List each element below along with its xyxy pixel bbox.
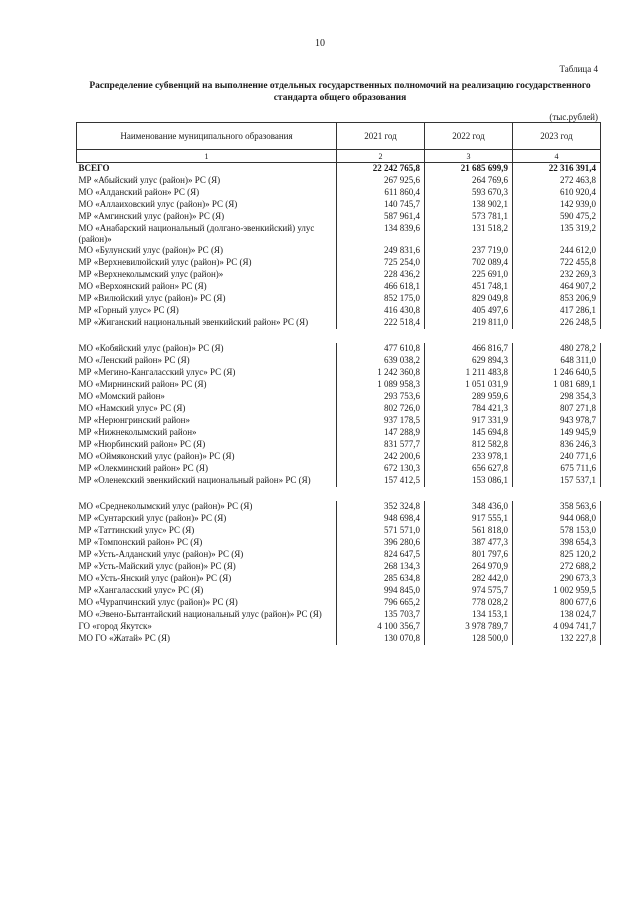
gap-cell (77, 487, 337, 501)
municipality-name: МО «Чурапчинский улус (район)» РС (Я) (77, 597, 337, 609)
municipality-name: МО «Среднеколымский улус (район)» РС (Я) (77, 501, 337, 513)
column-number: 4 (513, 150, 601, 163)
value-2023: 800 677,6 (513, 597, 601, 609)
page-number: 10 (315, 38, 325, 49)
value-2022: 348 436,0 (425, 501, 513, 513)
municipality-name: МО «Намский улус» РС (Я) (77, 403, 337, 415)
municipality-name: МР «Сунтарский улус (район)» РС (Я) (77, 513, 337, 525)
municipality-name: МО «Верхоянский район» РС (Я) (77, 281, 337, 293)
municipality-name: МР «Усть-Майский улус (район)» РС (Я) (77, 561, 337, 573)
value-2021: 571 571,0 (337, 525, 425, 537)
value-2023: 244 612,0 (513, 245, 601, 257)
value-2023: 825 120,2 (513, 549, 601, 561)
header-row (77, 123, 601, 150)
value-2022: 466 816,7 (425, 343, 513, 355)
value-2021: 994 845,0 (337, 585, 425, 597)
municipality-name: МО «Эвено-Бытантайский национальный улус (район)» РС (Я) (77, 609, 337, 621)
header-2021: 2021 год (337, 123, 425, 150)
table-row (77, 525, 601, 537)
value-2023: 807 271,8 (513, 403, 601, 415)
value-2021: 22 242 765,8 (337, 163, 425, 176)
municipality-name: МО «Момский район» (77, 391, 337, 403)
value-2022: 138 902,1 (425, 199, 513, 211)
value-2023: 4 094 741,7 (513, 621, 601, 633)
municipality-name: МР «Оленекский эвенкийский национальный район» РС (Я) (77, 475, 337, 487)
value-2021: 396 280,6 (337, 537, 425, 549)
value-2021: 130 070,8 (337, 633, 425, 645)
value-2022: 3 978 789,7 (425, 621, 513, 633)
value-2023: 578 153,0 (513, 525, 601, 537)
value-2021: 672 130,3 (337, 463, 425, 475)
table-row (77, 439, 601, 451)
table-row (77, 281, 601, 293)
gap-cell (425, 487, 513, 501)
table-row (77, 367, 601, 379)
column-number: 1 (77, 150, 337, 163)
value-2021: 228 436,2 (337, 269, 425, 281)
table-row (77, 305, 601, 317)
table-row (77, 427, 601, 439)
value-2021: 249 831,6 (337, 245, 425, 257)
value-2023: 149 945,9 (513, 427, 601, 439)
value-2022: 219 811,0 (425, 317, 513, 329)
gap-cell (425, 329, 513, 343)
value-2021: 1 242 360,8 (337, 367, 425, 379)
value-2022: 21 685 699,9 (425, 163, 513, 176)
value-2023: 943 978,7 (513, 415, 601, 427)
value-2022: 702 089,4 (425, 257, 513, 269)
subvention-table (76, 122, 601, 645)
value-2023: 836 246,3 (513, 439, 601, 451)
table-row (77, 585, 601, 597)
municipality-name: МР «Амгинский улус (район)» РС (Я) (77, 211, 337, 223)
municipality-name: МР «Усть-Алданский улус (район)» РС (Я) (77, 549, 337, 561)
table-row (77, 549, 601, 561)
value-2023: 944 068,0 (513, 513, 601, 525)
header-2022: 2022 год (425, 123, 513, 150)
value-2023: 22 316 391,4 (513, 163, 601, 176)
table-row (77, 597, 601, 609)
value-2022: 812 582,8 (425, 439, 513, 451)
value-2023: 226 248,5 (513, 317, 601, 329)
value-2023: 722 455,8 (513, 257, 601, 269)
gap-cell (513, 487, 601, 501)
table-row (77, 245, 601, 257)
table-row (77, 501, 601, 513)
table-row (77, 391, 601, 403)
municipality-name: ГО «город Якутск» (77, 621, 337, 633)
table-row (77, 257, 601, 269)
value-2021: 135 703,7 (337, 609, 425, 621)
value-2021: 242 200,6 (337, 451, 425, 463)
value-2021: 293 753,6 (337, 391, 425, 403)
value-2021: 796 665,2 (337, 597, 425, 609)
municipality-name: МР «Горный улус» РС (Я) (77, 305, 337, 317)
value-2021: 587 961,4 (337, 211, 425, 223)
value-2022: 145 694,8 (425, 427, 513, 439)
value-2021: 285 634,8 (337, 573, 425, 585)
value-2022: 134 153,1 (425, 609, 513, 621)
value-2023: 272 688,2 (513, 561, 601, 573)
header-name: Наименование муниципального образования (77, 123, 337, 150)
table-gap-row (77, 329, 601, 343)
table-label: Таблица 4 (559, 64, 598, 74)
value-2023: 1 081 689,1 (513, 379, 601, 391)
value-2022: 131 518,2 (425, 223, 513, 245)
value-2023: 132 227,8 (513, 633, 601, 645)
table-row (77, 379, 601, 391)
value-2021: 831 577,7 (337, 439, 425, 451)
table-row (77, 343, 601, 355)
table-row (77, 223, 601, 245)
municipality-name: МР «Томпонский район» РС (Я) (77, 537, 337, 549)
value-2023: 157 537,1 (513, 475, 601, 487)
municipality-name: МО ГО «Жатай» РС (Я) (77, 633, 337, 645)
table-row (77, 513, 601, 525)
table-row (77, 561, 601, 573)
gap-cell (337, 329, 425, 343)
municipality-name: МР «Мегино-Кангаласский улус» РС (Я) (77, 367, 337, 379)
municipality-name: МР «Жиганский национальный эвенкийский район» РС (Я) (77, 317, 337, 329)
municipality-name: МР «Верхнеколымский улус (район)» (77, 269, 337, 281)
municipality-name: МР «Верхневилюйский улус (район)» РС (Я) (77, 257, 337, 269)
value-2022: 128 500,0 (425, 633, 513, 645)
municipality-name: МО «Булунский улус (район)» РС (Я) (77, 245, 337, 257)
value-2021: 352 324,8 (337, 501, 425, 513)
value-2023: 1 002 959,5 (513, 585, 601, 597)
value-2021: 416 430,8 (337, 305, 425, 317)
value-2023: 675 711,6 (513, 463, 601, 475)
value-2021: 948 698,4 (337, 513, 425, 525)
value-2022: 829 049,8 (425, 293, 513, 305)
value-2023: 853 206,9 (513, 293, 601, 305)
value-2022: 237 719,0 (425, 245, 513, 257)
value-2023: 590 475,2 (513, 211, 601, 223)
value-2021: 802 726,0 (337, 403, 425, 415)
value-2023: 398 654,3 (513, 537, 601, 549)
value-2023: 240 771,6 (513, 451, 601, 463)
value-2021: 157 412,5 (337, 475, 425, 487)
value-2022: 264 769,6 (425, 175, 513, 187)
value-2022: 451 748,1 (425, 281, 513, 293)
value-2023: 464 907,2 (513, 281, 601, 293)
header-2023: 2023 год (513, 123, 601, 150)
value-2022: 264 970,9 (425, 561, 513, 573)
value-2021: 852 175,0 (337, 293, 425, 305)
table-row (77, 621, 601, 633)
value-2021: 222 518,4 (337, 317, 425, 329)
value-2022: 282 442,0 (425, 573, 513, 585)
municipality-name: МО «Кобяйский улус (район)» РС (Я) (77, 343, 337, 355)
gap-cell (337, 487, 425, 501)
table-row (77, 403, 601, 415)
value-2021: 140 745,7 (337, 199, 425, 211)
municipality-name: МО «Оймяконский улус (район)» РС (Я) (77, 451, 337, 463)
municipality-name: МР «Хангаласский улус» РС (Я) (77, 585, 337, 597)
value-2021: 611 860,4 (337, 187, 425, 199)
value-2022: 593 670,3 (425, 187, 513, 199)
municipality-name: МО «Анабарский национальный (долгано-эвенкийский) улус (район)» (77, 223, 337, 245)
table-row (77, 633, 601, 645)
value-2023: 610 920,4 (513, 187, 601, 199)
value-2023: 142 939,0 (513, 199, 601, 211)
municipality-name: МР «Вилюйский улус (район)» РС (Я) (77, 293, 337, 305)
value-2023: 417 286,1 (513, 305, 601, 317)
table-row (77, 293, 601, 305)
table-row (77, 317, 601, 329)
value-2022: 573 781,1 (425, 211, 513, 223)
municipality-name: МО «Аллаиховский улус (район)» РС (Я) (77, 199, 337, 211)
value-2023: 290 673,3 (513, 573, 601, 585)
table-row (77, 415, 601, 427)
municipality-name: МР «Таттинский улус» РС (Я) (77, 525, 337, 537)
value-2022: 917 331,9 (425, 415, 513, 427)
municipality-name: МР «Нерюнгринский район» (77, 415, 337, 427)
table-row (77, 463, 601, 475)
municipality-name: МО «Мирнинский район» РС (Я) (77, 379, 337, 391)
value-2021: 725 254,0 (337, 257, 425, 269)
value-2023: 480 278,2 (513, 343, 601, 355)
table-row (77, 475, 601, 487)
municipality-name: МР «Нюрбинский район» РС (Я) (77, 439, 337, 451)
unit-label: (тыс.рублей) (549, 112, 598, 122)
value-2022: 225 691,0 (425, 269, 513, 281)
column-number-row (77, 150, 601, 163)
municipality-name: МР «Абыйский улус (район)» РС (Я) (77, 175, 337, 187)
value-2022: 917 555,1 (425, 513, 513, 525)
value-2022: 387 477,3 (425, 537, 513, 549)
value-2022: 405 497,6 (425, 305, 513, 317)
table-row (77, 451, 601, 463)
value-2023: 272 463,8 (513, 175, 601, 187)
value-2022: 778 028,2 (425, 597, 513, 609)
column-number: 2 (337, 150, 425, 163)
table-body (77, 163, 601, 646)
value-2021: 1 089 958,3 (337, 379, 425, 391)
municipality-name: МР «Олекминский район» РС (Я) (77, 463, 337, 475)
value-2021: 639 038,2 (337, 355, 425, 367)
table-row (77, 175, 601, 187)
value-2023: 138 024,7 (513, 609, 601, 621)
value-2021: 937 178,5 (337, 415, 425, 427)
value-2021: 147 288,9 (337, 427, 425, 439)
value-2023: 298 354,3 (513, 391, 601, 403)
table-row (77, 537, 601, 549)
value-2021: 466 618,1 (337, 281, 425, 293)
gap-cell (513, 329, 601, 343)
value-2022: 629 894,3 (425, 355, 513, 367)
value-2021: 268 134,3 (337, 561, 425, 573)
value-2021: 4 100 356,7 (337, 621, 425, 633)
value-2022: 656 627,8 (425, 463, 513, 475)
value-2022: 561 818,0 (425, 525, 513, 537)
municipality-name: МО «Ленский район» РС (Я) (77, 355, 337, 367)
table-gap-row (77, 487, 601, 501)
value-2022: 974 575,7 (425, 585, 513, 597)
value-2023: 1 246 640,5 (513, 367, 601, 379)
value-2021: 824 647,5 (337, 549, 425, 561)
municipality-name: МР «Нижнеколымский район» (77, 427, 337, 439)
value-2023: 232 269,3 (513, 269, 601, 281)
value-2023: 358 563,6 (513, 501, 601, 513)
table-title: Распределение субвенций на выполнение отдельных государственных полномочий на реализацию государственного стандарта общего образования (89, 81, 591, 103)
value-2023: 648 311,0 (513, 355, 601, 367)
value-2021: 477 610,8 (337, 343, 425, 355)
table-row (77, 609, 601, 621)
table-row (77, 187, 601, 199)
municipality-name: ВСЕГО (77, 163, 337, 176)
value-2021: 134 839,6 (337, 223, 425, 245)
value-2021: 267 925,6 (337, 175, 425, 187)
value-2022: 233 978,1 (425, 451, 513, 463)
value-2023: 135 319,2 (513, 223, 601, 245)
value-2022: 1 051 031,9 (425, 379, 513, 391)
value-2022: 801 797,6 (425, 549, 513, 561)
gap-cell (77, 329, 337, 343)
table-row (77, 199, 601, 211)
value-2022: 153 086,1 (425, 475, 513, 487)
table-row (77, 269, 601, 281)
municipality-name: МО «Алданский район» РС (Я) (77, 187, 337, 199)
table-row (77, 355, 601, 367)
value-2022: 784 421,3 (425, 403, 513, 415)
column-number: 3 (425, 150, 513, 163)
value-2022: 1 211 483,8 (425, 367, 513, 379)
municipality-name: МО «Усть-Янский улус (район)» РС (Я) (77, 573, 337, 585)
table-total-row (77, 163, 601, 176)
table-row (77, 211, 601, 223)
table-row (77, 573, 601, 585)
value-2022: 289 959,6 (425, 391, 513, 403)
